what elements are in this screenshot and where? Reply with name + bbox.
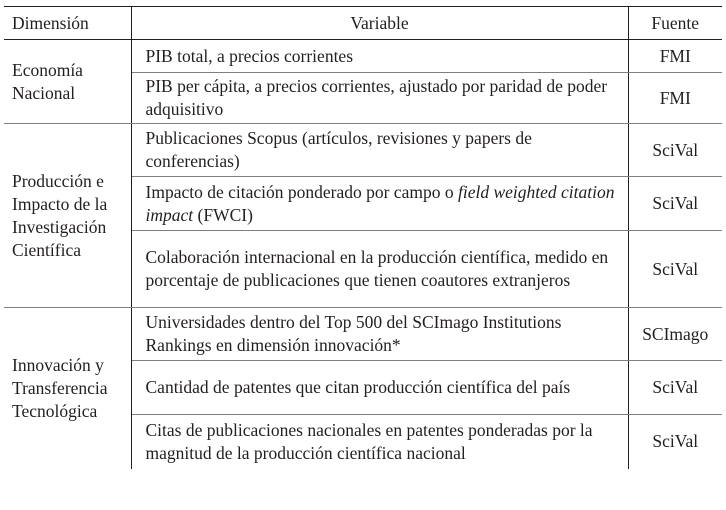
variable-cell: Citas de publicaciones nacionales en patentes ponderadas por la magnitud de la producción científica nacional [131, 415, 628, 469]
column-header-variable: Variable [131, 7, 628, 40]
source-cell: SciVal [628, 361, 722, 415]
variable-cell: Cantidad de patentes que citan producción científica del país [131, 361, 628, 415]
source-cell: SciVal [628, 231, 722, 308]
variable-italic-term: field weighted citation impact [145, 181, 615, 225]
dimension-cell: Economía Nacional [4, 40, 131, 124]
variable-text: Impacto de citación ponderado por campo o [145, 181, 458, 202]
table-row [4, 124, 722, 177]
column-header-source: Fuente [628, 7, 722, 40]
header-row [4, 7, 722, 40]
table-row [4, 308, 722, 361]
source-cell: FMI [628, 73, 722, 124]
dimension-cell: Producción e Impacto de la Investigación Científica [4, 124, 131, 308]
source-cell: SciVal [628, 177, 722, 231]
variable-cell: Universidades dentro del Top 500 del SCImago Institutions Rankings en dimensión innovación* [131, 308, 628, 361]
variable-cell: PIB total, a precios corrientes [131, 40, 628, 73]
variable-cell: Colaboración internacional en la producción científica, medido en porcentaje de publicaciones que tienen coautores extranjeros [131, 231, 628, 308]
variable-cell: Publicaciones Scopus (artículos, revisiones y papers de conferencias) [131, 124, 628, 177]
indicators-table [4, 6, 722, 469]
column-header-dimension: Dimensión [4, 7, 131, 40]
source-cell: FMI [628, 40, 722, 73]
variable-cell [131, 177, 628, 231]
table-body [4, 40, 722, 469]
variable-cell: PIB per cápita, a precios corrientes, ajustado por paridad de poder adquisitivo [131, 73, 628, 124]
variable-text: (FWCI) [193, 204, 253, 225]
source-cell: SCImago [628, 308, 722, 361]
dimension-cell: Innovación y Transferencia Tecnológica [4, 308, 131, 469]
source-cell: SciVal [652, 431, 699, 452]
source-cell: SciVal [628, 124, 722, 177]
table-header [4, 7, 722, 40]
table-row [4, 40, 722, 73]
